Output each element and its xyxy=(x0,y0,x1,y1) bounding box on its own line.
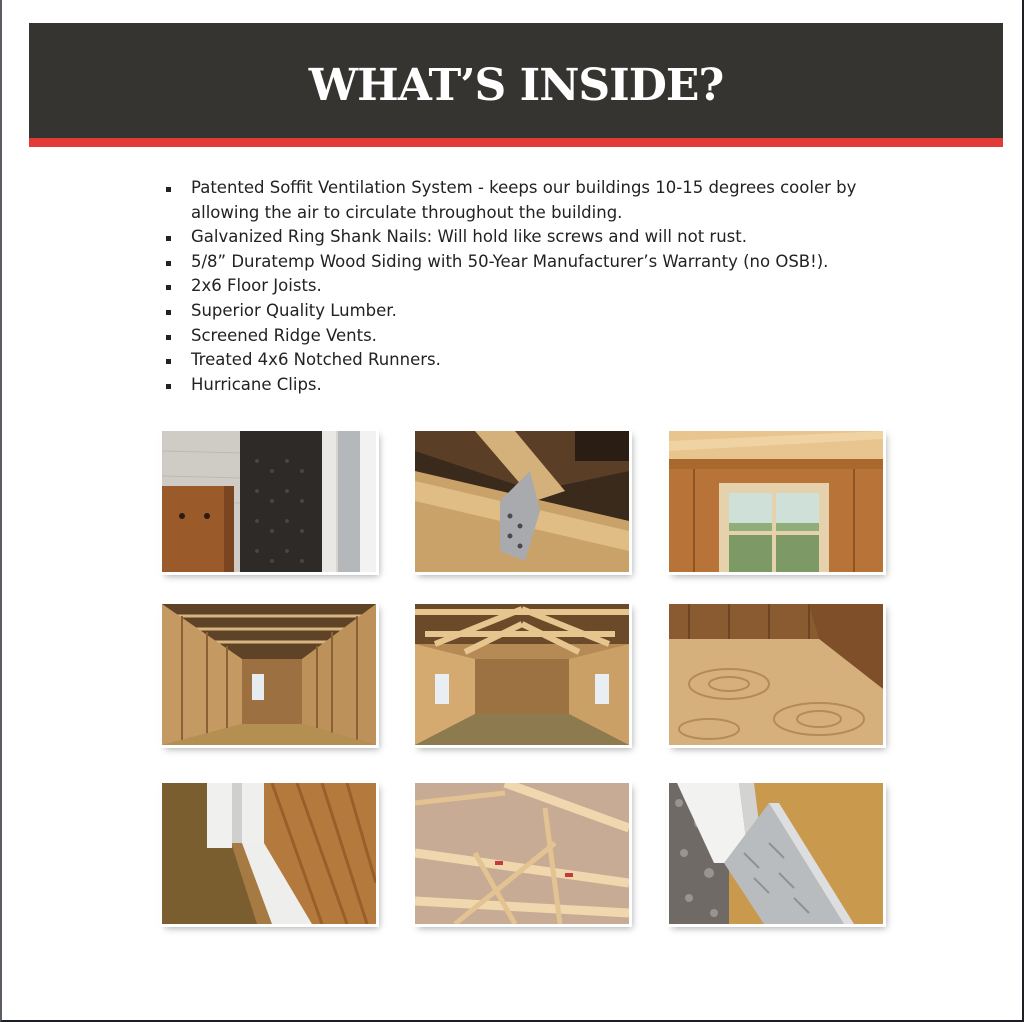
window-interior-photo xyxy=(669,431,883,572)
list-item xyxy=(164,348,904,373)
header-banner xyxy=(29,23,1003,138)
diamond-plate-threshold-photo xyxy=(669,783,883,924)
list-item xyxy=(164,274,904,299)
bullet-icon xyxy=(166,359,171,364)
door-threshold-photo xyxy=(162,783,376,924)
feature-text: 5/8” Duratemp Wood Siding with 50-Year Manufacturer’s Warranty (no OSB!). xyxy=(191,251,829,271)
hurricane-clip-photo xyxy=(415,431,629,572)
list-item xyxy=(164,373,904,398)
feature-text: Hurricane Clips. xyxy=(191,374,322,394)
siding-and-vent-photo xyxy=(162,431,376,572)
roof-trusses-photo xyxy=(415,783,629,924)
feature-text: 2x6 Floor Joists. xyxy=(191,276,322,296)
bullet-icon xyxy=(166,236,171,241)
page-title: WHAT’S INSIDE? xyxy=(308,60,724,111)
loft-trusses-photo xyxy=(415,604,629,745)
feature-list xyxy=(164,176,904,397)
list-item xyxy=(164,225,904,250)
feature-text: Superior Quality Lumber. xyxy=(191,300,397,320)
list-item xyxy=(164,299,904,324)
bullet-icon xyxy=(166,285,171,290)
bullet-icon xyxy=(166,261,171,266)
interior-walls-photo xyxy=(162,604,376,745)
bullet-icon xyxy=(166,384,171,389)
bullet-icon xyxy=(166,310,171,315)
list-item xyxy=(164,176,904,225)
feature-text: Treated 4x6 Notched Runners. xyxy=(191,350,441,370)
feature-text: Patented Soffit Ventilation System - keeps our buildings 10-15 degrees cooler by allowing the air to circulate throughout the building. xyxy=(191,178,857,222)
feature-text: Galvanized Ring Shank Nails: Will hold like screws and will not rust. xyxy=(191,227,747,247)
list-item xyxy=(164,250,904,275)
plywood-floor-photo xyxy=(669,604,883,745)
accent-bar xyxy=(29,138,1003,147)
feature-text: Screened Ridge Vents. xyxy=(191,325,377,345)
bullet-icon xyxy=(166,335,171,340)
list-item xyxy=(164,324,904,349)
bullet-icon xyxy=(166,187,171,192)
